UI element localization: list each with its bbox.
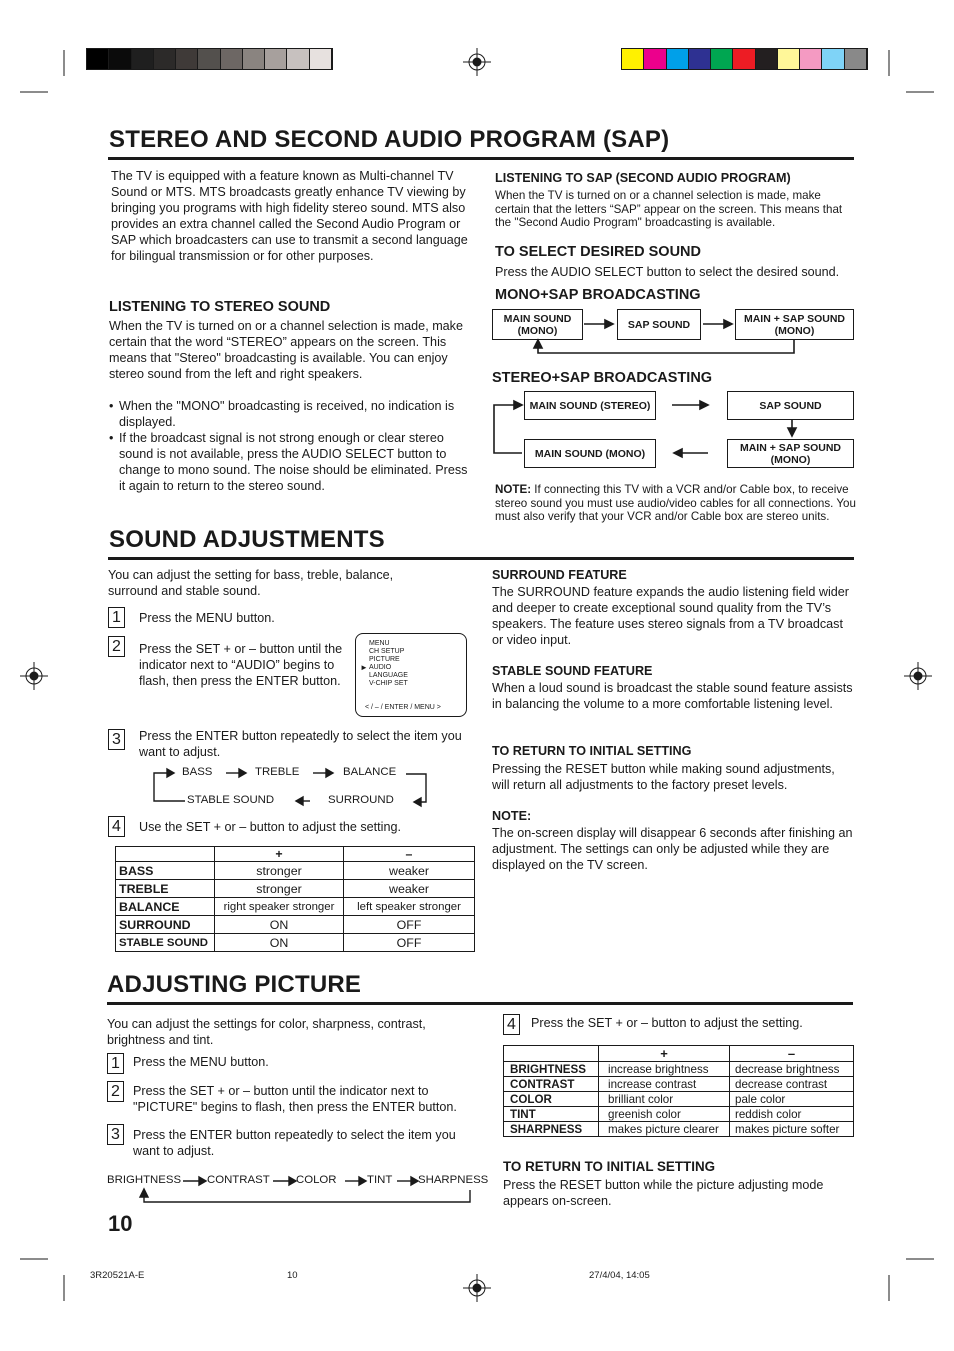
picture-return-text: Press the RESET button while the picture adjusting mode appears on-screen. — [503, 1178, 824, 1208]
picture-step-2: Press the SET + or – button until the indicator next to "PICTURE" begins to flash, then press the ENTER button. — [133, 1084, 457, 1114]
table-cell: OFF — [344, 916, 475, 934]
sound-cycle-bass: BASS — [182, 766, 213, 778]
picture-step-1: Press the MENU button. — [133, 1055, 269, 1069]
table-row-label: STABLE SOUND — [116, 934, 215, 952]
sound-return-text: Pressing the RESET button while making sound adjustments, will return all adjustments to the factory preset levels. — [492, 762, 835, 792]
stereo-main-mono-box: MAIN SOUND (MONO) — [524, 439, 656, 468]
sound-step-2: Press the SET + or – button until the indicator next to “AUDIO” begins to flash, then press the ENTER button. — [139, 642, 343, 688]
select-sound-text: Press the AUDIO SELECT button to select the desired sound. — [495, 265, 840, 279]
menu-item-picture: PICTURE — [369, 656, 400, 663]
sound-cycle-balance: BALANCE — [343, 766, 397, 778]
section-rule — [108, 557, 854, 560]
table-row-label: BRIGHTNESS — [504, 1062, 599, 1077]
stereo-bullet-list — [109, 398, 477, 494]
table-row — [116, 898, 475, 916]
sound-cycle-surround: SURROUND — [328, 794, 394, 806]
stable-heading: STABLE SOUND FEATURE — [492, 664, 653, 678]
sound-section-title: SOUND ADJUSTMENTS — [109, 526, 385, 553]
stereo-bullet: • If the broadcast signal is not strong enough or clear stereo sound is not available, press the AUDIO SELECT button to change to mono sound. The noise should be eliminated. Press it again to return to the stereo sound. — [109, 430, 477, 494]
picture-settings-table — [503, 1045, 854, 1137]
table-row-label: BALANCE — [116, 898, 215, 916]
stereo-sap-sound-box: SAP SOUND — [727, 391, 854, 420]
sound-note-text: The on-screen display will disappear 6 seconds after finishing an adjustment. The settings can only be adjusted while they are displayed on the TV screen. — [492, 826, 853, 872]
table-row — [504, 1092, 854, 1107]
stereo-flow-arrows — [480, 385, 860, 475]
table-cell: right speaker stronger — [215, 898, 344, 916]
stereo-bullet: • When the "MONO" broadcasting is received, no indication is displayed. — [109, 398, 477, 430]
table-row-label: CONTRAST — [504, 1077, 599, 1092]
table-cell: makes picture clearer — [599, 1122, 730, 1137]
registration-mark-icon — [463, 48, 491, 76]
table-cell: decrease contrast — [730, 1077, 854, 1092]
menu-item-ch-setup: CH SETUP — [369, 648, 405, 655]
picture-cycle-contrast: CONTRAST — [207, 1174, 270, 1186]
table-row — [504, 1122, 854, 1137]
table-header-cell — [116, 847, 215, 862]
picture-cycle-arrows — [100, 1168, 490, 1208]
doc-code: 3R20521A-E — [90, 1270, 145, 1281]
section-rule — [108, 157, 854, 160]
listen-sap-heading: LISTENING TO SAP (SECOND AUDIO PROGRAM) — [495, 171, 791, 185]
footer-page: 10 — [287, 1270, 298, 1281]
table-row — [504, 1107, 854, 1122]
menu-item-audio: AUDIO — [369, 664, 392, 671]
table-row-label: COLOR — [504, 1092, 599, 1107]
print-date: 27/4/04, 14:05 — [589, 1270, 650, 1281]
mono-sap-sound-box: SAP SOUND — [617, 309, 701, 340]
sap-section-title: STEREO AND SECOND AUDIO PROGRAM (SAP) — [109, 126, 670, 153]
registration-mark-icon — [904, 662, 932, 690]
picture-step-4-number: 4 — [503, 1014, 520, 1035]
sound-intro: You can adjust the setting for bass, treble, balance, surround and stable sound. — [108, 568, 394, 598]
table-cell: brilliant color — [599, 1092, 730, 1107]
table-cell: weaker — [344, 862, 475, 880]
sap-note-label: NOTE: — [495, 483, 532, 496]
sound-return-heading: TO RETURN TO INITIAL SETTING — [492, 744, 692, 758]
sound-step-4-number: 4 — [108, 816, 125, 837]
table-row — [504, 1062, 854, 1077]
picture-cycle-brightness: BRIGHTNESS — [107, 1174, 182, 1186]
menu-footer: < / – / ENTER / MENU > — [365, 704, 441, 711]
stereo-main-sap-box: MAIN + SAP SOUND (MONO) — [727, 439, 854, 468]
sound-cycle-arrows — [140, 760, 440, 810]
table-row — [504, 1077, 854, 1092]
table-row-label: BASS — [116, 862, 215, 880]
table-row-label: SHARPNESS — [504, 1122, 599, 1137]
sound-step-3-number: 3 — [108, 729, 125, 750]
sap-intro: The TV is equipped with a feature known as Multi-channel TV Sound or MTS. MTS broadcasts greatly enhance TV viewing by bringing you programs with high fidelity stereo sound. MTS also provides an extra channel called the Second Audio Program or SAP which broadcasters can use to transmit a second language for bilingual transmission or for other purposes. — [111, 169, 468, 263]
table-header-row — [504, 1046, 854, 1062]
table-cell: pale color — [730, 1092, 854, 1107]
select-sound-heading: TO SELECT DESIRED SOUND — [495, 244, 701, 260]
table-row — [116, 916, 475, 934]
sound-step-1: Press the MENU button. — [139, 611, 275, 625]
table-cell: makes picture softer — [730, 1122, 854, 1137]
tv-menu-screen — [355, 633, 467, 717]
sound-step-2-number: 2 — [108, 636, 125, 657]
sound-step-4: Use the SET + or – button to adjust the setting. — [139, 820, 401, 834]
mono-sap-heading: MONO+SAP BROADCASTING — [495, 287, 701, 303]
table-row-label: SURROUND — [116, 916, 215, 934]
table-header-cell: – — [344, 847, 475, 862]
sap-note-text: If connecting this TV with a VCR and/or Cable box, to receive stereo sound you must use audio/video cables for all connections. You must also verify that your VCR and/or Cable box are stereo units. — [495, 483, 856, 523]
table-cell: reddish color — [730, 1107, 854, 1122]
menu-title: MENU — [369, 640, 390, 647]
table-cell: weaker — [344, 880, 475, 898]
sound-step-1-number: 1 — [108, 607, 125, 628]
picture-cycle-color: COLOR — [296, 1174, 337, 1186]
stereo-heading: LISTENING TO STEREO SOUND — [109, 299, 331, 315]
table-cell: OFF — [344, 934, 475, 952]
sound-settings-table — [115, 846, 475, 952]
sound-note-heading: NOTE: — [492, 809, 532, 823]
table-cell: decrease brightness — [730, 1062, 854, 1077]
picture-cycle-tint: TINT — [367, 1174, 393, 1186]
picture-intro: You can adjust the settings for color, sharpness, contrast, brightness and tint. — [107, 1017, 426, 1047]
table-header-row — [116, 847, 475, 862]
sound-cycle-stable: STABLE SOUND — [187, 794, 275, 806]
sound-step-3: Press the ENTER button repeatedly to select the item you want to adjust. — [139, 729, 462, 759]
page-number: 10 — [108, 1211, 133, 1236]
picture-return-heading: TO RETURN TO INITIAL SETTING — [503, 1159, 716, 1174]
table-row-label: TREBLE — [116, 880, 215, 898]
table-header-cell — [504, 1046, 599, 1062]
sound-cycle-treble: TREBLE — [255, 766, 300, 778]
picture-step-1-number: 1 — [107, 1053, 124, 1074]
stereo-sap-heading: STEREO+SAP BROADCASTING — [492, 370, 713, 386]
section-rule — [107, 1002, 853, 1005]
surround-heading: SURROUND FEATURE — [492, 568, 627, 582]
stable-text: When a loud sound is broadcast the stable sound feature assists in balancing the volume to a more comfortable listening level. — [492, 681, 853, 711]
table-cell: increase brightness — [599, 1062, 730, 1077]
listen-sap-text: When the TV is turned on or a channel selection is made, make certain that the letters “SAP” appear on the screen. This means that the "Second Audio Program" broadcasting is available. — [495, 189, 843, 229]
table-cell: greenish color — [599, 1107, 730, 1122]
table-cell: left speaker stronger — [344, 898, 475, 916]
table-cell: stronger — [215, 862, 344, 880]
table-cell: ON — [215, 934, 344, 952]
table-row — [116, 934, 475, 952]
table-row-label: TINT — [504, 1107, 599, 1122]
table-row — [116, 880, 475, 898]
table-header-cell: + — [215, 847, 344, 862]
picture-cycle-sharpness: SHARPNESS — [418, 1174, 489, 1186]
audio-indicator-icon: ► — [360, 663, 368, 672]
table-cell: ON — [215, 916, 344, 934]
stereo-main-stereo-box: MAIN SOUND (STEREO) — [524, 391, 656, 420]
picture-step-4: Press the SET + or – button to adjust the setting. — [531, 1016, 803, 1030]
table-cell: increase contrast — [599, 1077, 730, 1092]
picture-section-title: ADJUSTING PICTURE — [107, 971, 362, 998]
table-header-cell: – — [730, 1046, 854, 1062]
mono-main-sap-box: MAIN + SAP SOUND (MONO) — [735, 309, 854, 340]
mono-flow-arrows — [480, 300, 860, 360]
picture-step-3-number: 3 — [107, 1124, 124, 1145]
registration-mark-icon — [463, 1274, 491, 1302]
picture-step-2-number: 2 — [107, 1081, 124, 1102]
table-cell: stronger — [215, 880, 344, 898]
mono-main-sound-box: MAIN SOUND (MONO) — [492, 309, 583, 340]
menu-item-language: LANGUAGE — [369, 672, 408, 679]
picture-step-3: Press the ENTER button repeatedly to select the item you want to adjust. — [133, 1128, 456, 1158]
surround-text: The SURROUND feature expands the audio listening field wider and deeper to create exceptional sound quality from the TV’s speakers. The feature uses stereo signals from a TV broadcast or video input. — [492, 585, 850, 647]
menu-item-v-chip: V-CHIP SET — [369, 680, 408, 687]
table-row — [116, 862, 475, 880]
sap-note — [495, 483, 857, 524]
table-header-cell: + — [599, 1046, 730, 1062]
registration-mark-icon — [20, 662, 48, 690]
stereo-text: When the TV is turned on or a channel selection is made, make certain that the word “STEREO” appears on the screen. This means that "Stereo" broadcasting is available. You can enjoy stereo sound from the left and right speakers. — [109, 319, 463, 381]
